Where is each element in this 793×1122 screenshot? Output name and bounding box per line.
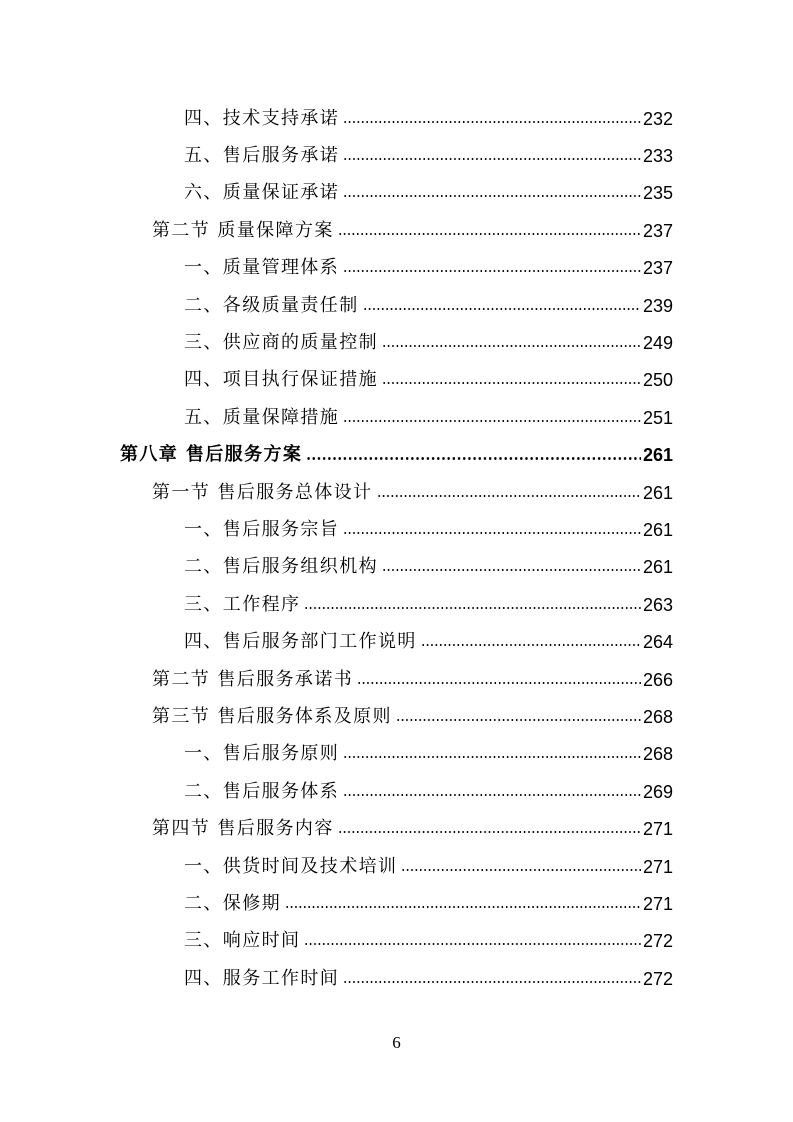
toc-dot-leader <box>382 382 641 384</box>
toc-dot-leader <box>304 607 641 609</box>
toc-entry-page: 268 <box>642 744 673 765</box>
toc-entry[interactable] <box>0 885 793 922</box>
toc-dot-leader <box>363 308 641 310</box>
toc-dot-leader <box>343 121 641 123</box>
toc-entry-page: 271 <box>642 819 673 840</box>
toc-dot-leader <box>343 532 641 534</box>
toc-entry-page: 233 <box>642 146 673 167</box>
toc-entry-title: 一、售后服务原则 <box>184 743 340 765</box>
toc-entry-page: 261 <box>642 519 673 540</box>
toc-entry-title: 第二节 质量保障方案 <box>152 219 334 241</box>
toc-dot-leader <box>401 869 641 871</box>
toc-entry[interactable] <box>0 848 793 885</box>
toc-entry-title: 一、供货时间及技术培训 <box>184 855 398 877</box>
toc-entry-page: 261 <box>642 482 673 503</box>
toc-entry-title: 第四节 售后服务内容 <box>152 818 334 840</box>
toc-section-entry[interactable] <box>0 810 793 847</box>
toc-entry-title: 六、质量保证承诺 <box>184 182 340 204</box>
toc-dot-leader <box>306 457 641 460</box>
toc-entry-title: 三、工作程序 <box>184 593 301 615</box>
toc-dot-leader <box>343 794 641 796</box>
toc-dot-leader <box>304 943 641 945</box>
toc-entry-page: 268 <box>642 706 673 727</box>
toc-dot-leader <box>421 644 641 646</box>
toc-entry-title: 四、技术支持承诺 <box>184 107 340 129</box>
toc-entry[interactable] <box>0 549 793 586</box>
toc-dot-leader <box>343 195 641 197</box>
toc-entry[interactable] <box>0 100 793 137</box>
toc-entry-page: 237 <box>642 258 673 279</box>
toc-entry-title: 第八章 售后服务方案 <box>120 444 303 466</box>
toc-entry-title: 四、项目执行保证措施 <box>184 369 378 391</box>
toc-entry-title: 一、售后服务宗旨 <box>184 518 340 540</box>
toc-entry-title: 二、各级质量责任制 <box>184 294 359 316</box>
toc-entry-page: 271 <box>642 856 673 877</box>
toc-entry-page: 261 <box>642 445 673 466</box>
toc-entry-page: 264 <box>642 632 673 653</box>
toc-section-entry[interactable] <box>0 661 793 698</box>
toc-dot-leader <box>343 270 641 272</box>
toc-entry-page: 272 <box>642 968 673 989</box>
toc-chapter-entry[interactable] <box>0 437 793 474</box>
toc-entry-title: 二、保修期 <box>184 892 281 914</box>
toc-entry-page: 251 <box>642 407 673 428</box>
toc-entry[interactable] <box>0 399 793 436</box>
toc-entry-title: 二、售后服务组织机构 <box>184 556 378 578</box>
toc-entry-title: 五、售后服务承诺 <box>184 145 340 167</box>
toc-entry-page: 271 <box>642 893 673 914</box>
toc-entry-page: 232 <box>642 108 673 129</box>
toc-entry[interactable] <box>0 175 793 212</box>
toc-entry-title: 五、质量保障措施 <box>184 406 340 428</box>
toc-dot-leader <box>377 495 641 497</box>
toc-dot-leader <box>343 158 641 160</box>
toc-section-entry[interactable] <box>0 698 793 735</box>
toc-dot-leader <box>343 420 641 422</box>
toc-dot-leader <box>357 682 641 684</box>
toc-entry[interactable] <box>0 511 793 548</box>
toc-entry-page: 269 <box>642 781 673 802</box>
table-of-contents <box>0 100 793 997</box>
toc-entry-page: 272 <box>642 931 673 952</box>
toc-entry[interactable] <box>0 773 793 810</box>
toc-entry-title: 四、服务工作时间 <box>184 967 340 989</box>
toc-entry[interactable] <box>0 586 793 623</box>
toc-entry-page: 261 <box>642 557 673 578</box>
toc-entry-title: 一、质量管理体系 <box>184 257 340 279</box>
toc-dot-leader <box>343 981 641 983</box>
toc-entry[interactable] <box>0 250 793 287</box>
toc-entry-page: 263 <box>642 594 673 615</box>
toc-entry-page: 239 <box>642 295 673 316</box>
toc-entry-page: 237 <box>642 220 673 241</box>
toc-entry-title: 三、供应商的质量控制 <box>184 332 378 354</box>
page-number: 6 <box>392 1033 401 1052</box>
toc-section-entry[interactable] <box>0 212 793 249</box>
toc-entry-title: 二、售后服务体系 <box>184 780 340 802</box>
toc-entry[interactable] <box>0 362 793 399</box>
toc-section-entry[interactable] <box>0 474 793 511</box>
toc-dot-leader <box>396 719 641 721</box>
toc-entry-title: 第三节 售后服务体系及原则 <box>152 705 392 727</box>
toc-entry-title: 第二节 售后服务承诺书 <box>152 668 354 690</box>
toc-entry-title: 三、响应时间 <box>184 930 301 952</box>
toc-dot-leader <box>382 569 641 571</box>
toc-entry[interactable] <box>0 287 793 324</box>
toc-entry[interactable] <box>0 960 793 997</box>
toc-entry[interactable] <box>0 137 793 174</box>
toc-dot-leader <box>285 906 641 908</box>
toc-entry-page: 235 <box>642 183 673 204</box>
toc-entry-page: 266 <box>642 669 673 690</box>
toc-dot-leader <box>382 345 641 347</box>
toc-dot-leader <box>343 756 641 758</box>
toc-entry-title: 四、售后服务部门工作说明 <box>184 631 417 653</box>
toc-dot-leader <box>338 233 641 235</box>
toc-entry-title: 第一节 售后服务总体设计 <box>152 481 373 503</box>
toc-entry[interactable] <box>0 623 793 660</box>
toc-entry-page: 250 <box>642 370 673 391</box>
toc-entry[interactable] <box>0 736 793 773</box>
toc-entry-page: 249 <box>642 333 673 354</box>
toc-dot-leader <box>338 831 641 833</box>
toc-entry[interactable] <box>0 923 793 960</box>
toc-entry[interactable] <box>0 324 793 361</box>
